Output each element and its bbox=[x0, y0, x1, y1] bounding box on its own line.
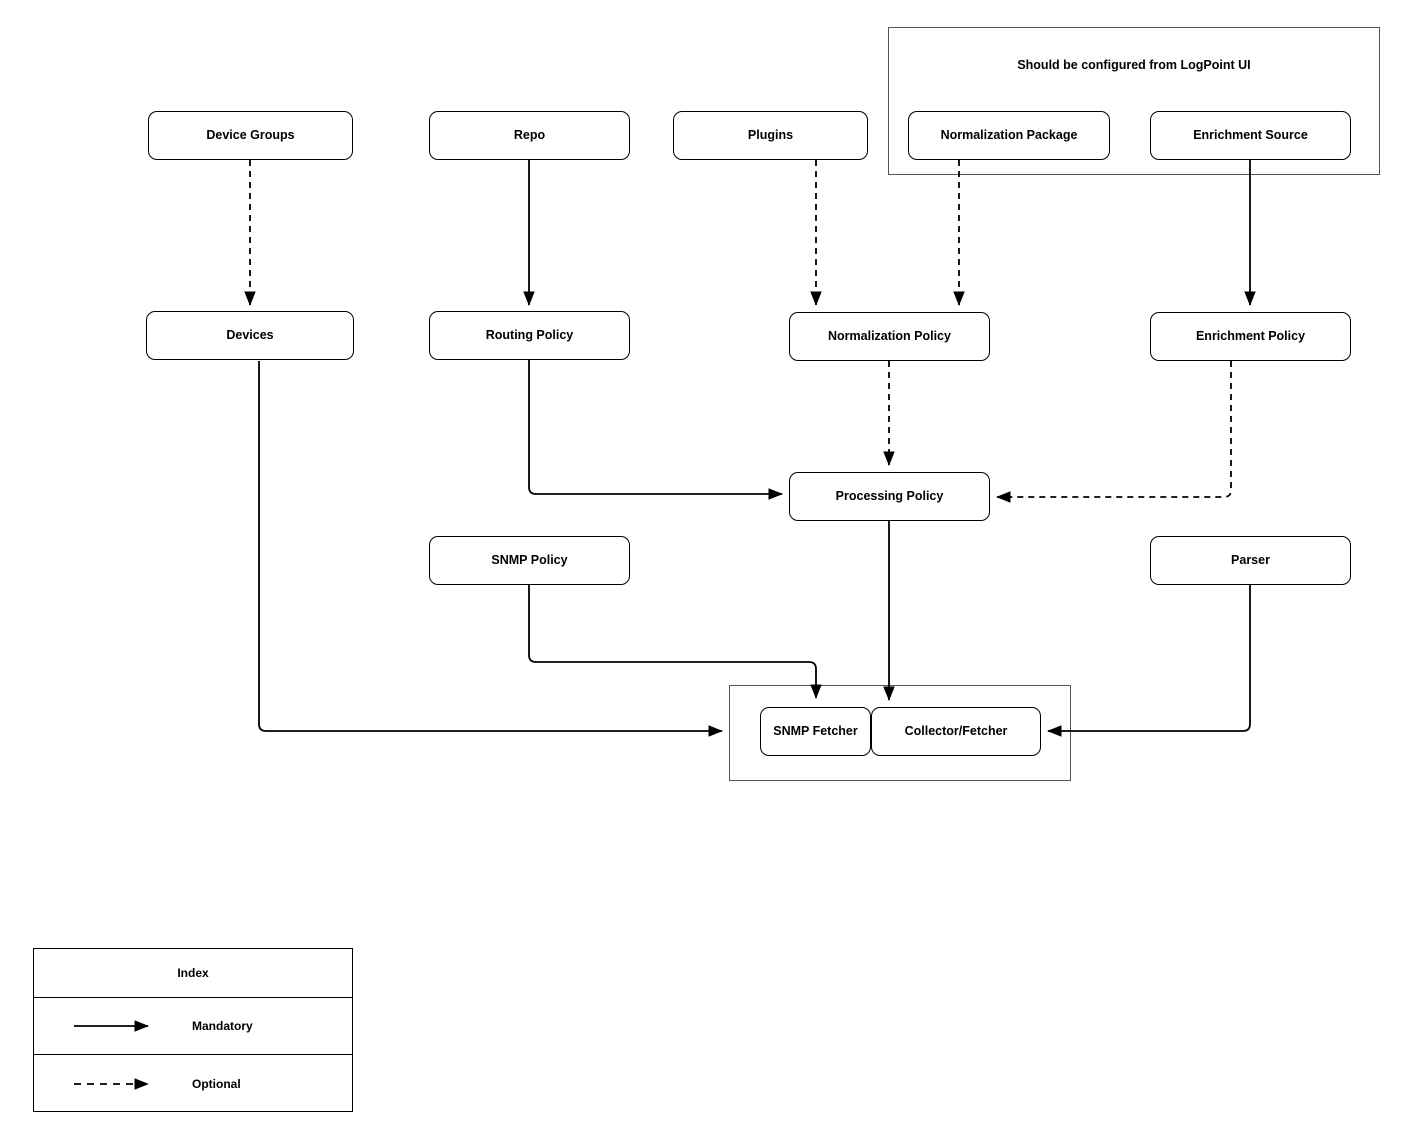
node-devices[interactable]: Devices bbox=[146, 311, 354, 360]
node-enrichment-source[interactable]: Enrichment Source bbox=[1150, 111, 1351, 160]
node-processing-policy[interactable]: Processing Policy bbox=[789, 472, 990, 521]
legend-solid-arrow-icon bbox=[72, 1019, 162, 1033]
node-routing-policy[interactable]: Routing Policy bbox=[429, 311, 630, 360]
node-enrichment-policy[interactable]: Enrichment Policy bbox=[1150, 312, 1351, 361]
node-normalization-package[interactable]: Normalization Package bbox=[908, 111, 1110, 160]
legend-row-mandatory bbox=[34, 998, 352, 1055]
node-snmp-fetcher[interactable]: SNMP Fetcher bbox=[760, 707, 871, 756]
edge-parser-to-collector-fetcher bbox=[1048, 585, 1250, 731]
logpoint-ui-group-label: Should be configured from LogPoint UI bbox=[1017, 58, 1251, 72]
node-device-groups[interactable]: Device Groups bbox=[148, 111, 353, 160]
legend-label-optional: Optional bbox=[192, 1076, 241, 1091]
edge-snmp-policy-to-snmp-fetcher bbox=[529, 585, 816, 698]
node-normalization-policy[interactable]: Normalization Policy bbox=[789, 312, 990, 361]
node-parser[interactable]: Parser bbox=[1150, 536, 1351, 585]
edge-routing-policy-to-processing-policy bbox=[529, 360, 782, 494]
legend bbox=[33, 948, 353, 1112]
node-snmp-policy[interactable]: SNMP Policy bbox=[429, 536, 630, 585]
edge-enrichment-policy-to-processing-policy bbox=[997, 361, 1231, 497]
node-plugins[interactable]: Plugins bbox=[673, 111, 868, 160]
legend-label-mandatory: Mandatory bbox=[192, 1019, 253, 1033]
legend-dashed-arrow-icon bbox=[72, 1077, 162, 1091]
node-collector-fetcher[interactable]: Collector/Fetcher bbox=[871, 707, 1041, 756]
legend-title-row bbox=[34, 949, 352, 998]
node-repo[interactable]: Repo bbox=[429, 111, 630, 160]
legend-row-optional bbox=[34, 1055, 352, 1112]
legend-title: Index bbox=[177, 966, 209, 980]
